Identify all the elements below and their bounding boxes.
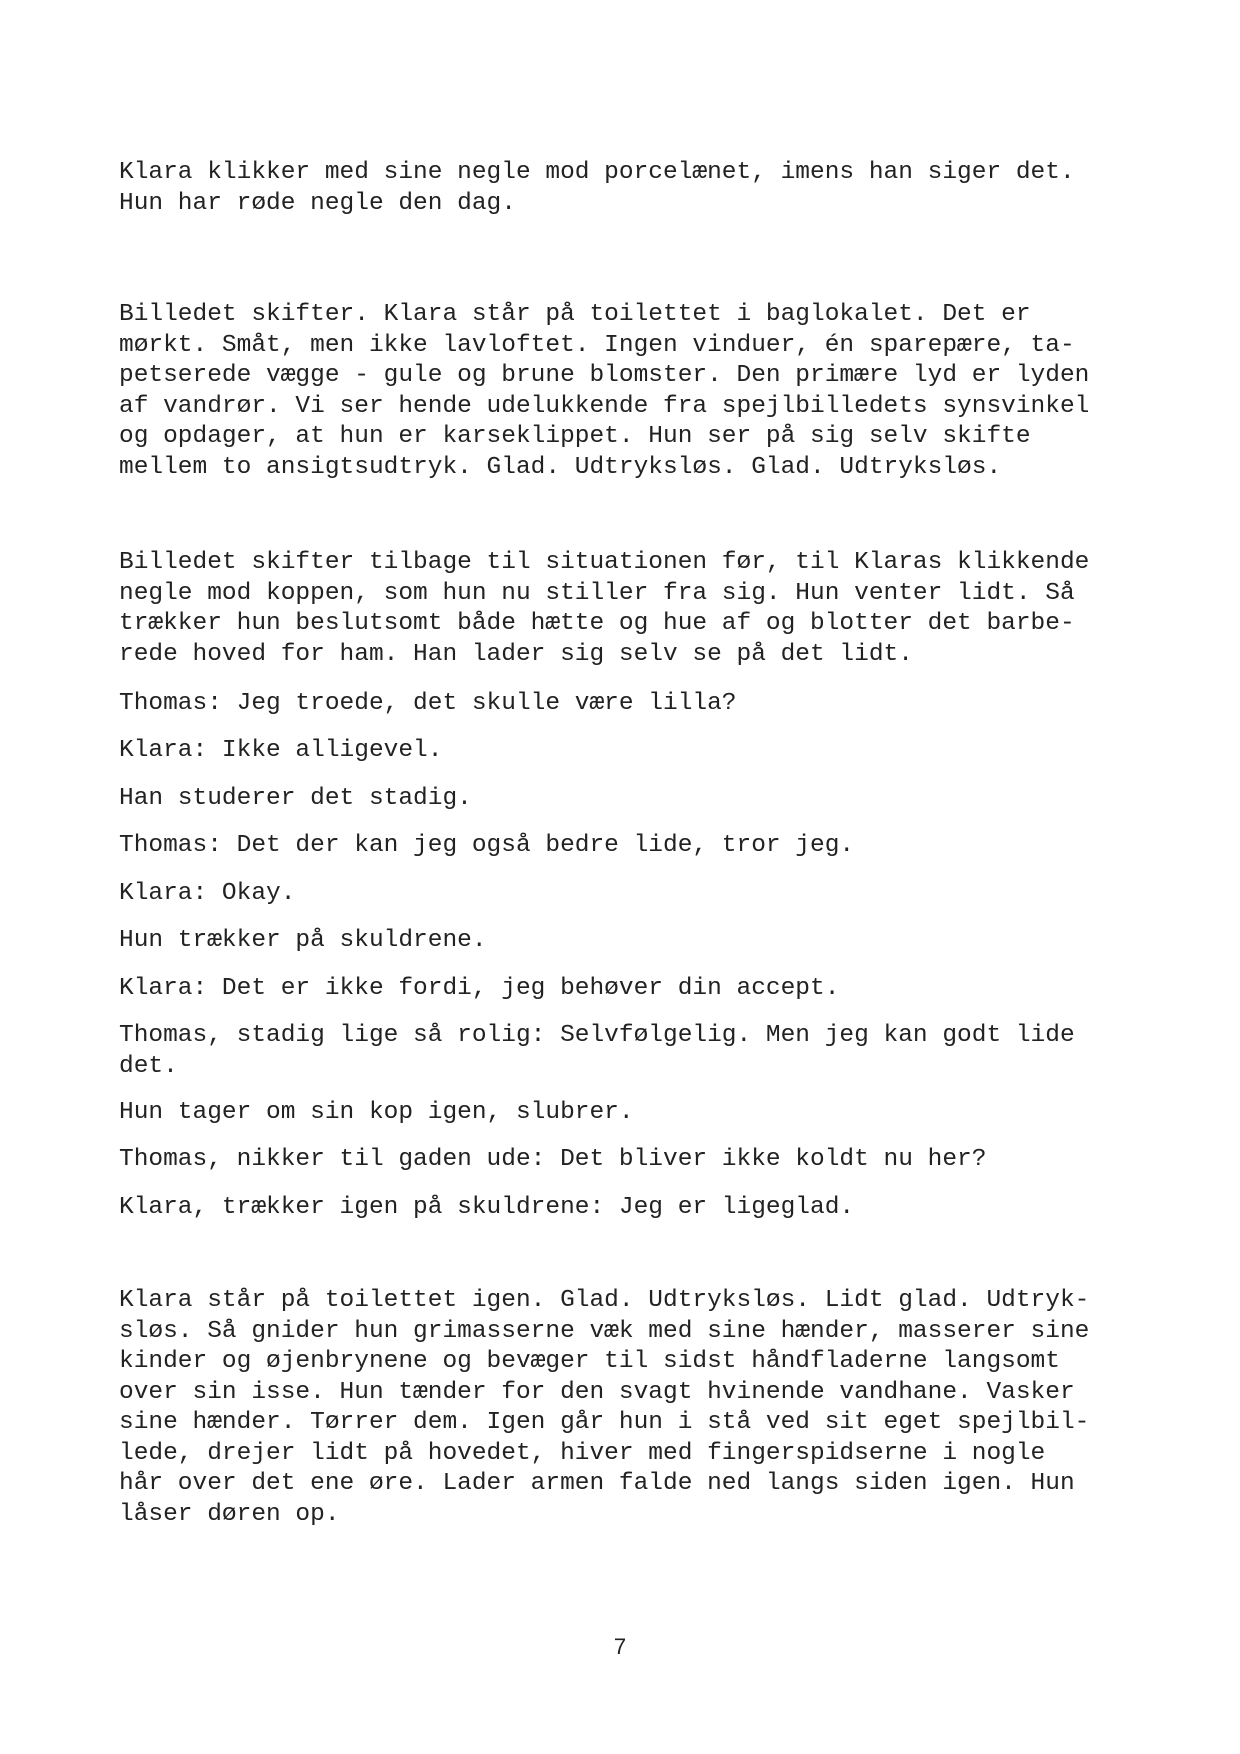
dialogue-line-8: Klara, trækker igen på skuldrene: Jeg er ligeglad. [119,1194,855,1221]
paragraph-2: Billedet skifter. Klara står på toilettet i baglokalet. Det er mørkt. Småt, men ikke lavloftet. Ingen vinduer, én sparepære, ta- petserede vægge - gule og brune blomster. Den primære lyd er lyden af vandrør. Vi ser hende udelukkende fra spejlbilledets synsvinkel og opdager, at hun er karseklippet. Hun ser på sig selv skifte mellem to ansigtsudtryk. Glad. Udtryksløs. Glad. Udtryksløs. [119,301,1090,481]
stage-direction-1: Han studerer det stadig. [119,785,472,812]
dialogue-line-1: Thomas: Jeg troede, det skulle være lilla? [119,690,737,717]
stage-direction-2: Hun trækker på skuldrene. [119,927,487,954]
dialogue-line-2: Klara: Ikke alligevel. [119,737,443,764]
page-number: 7 [613,1634,627,1659]
dialogue-line-6: Thomas, stadig lige så rolig: Selvfølgelig. Men jeg kan godt lide det. [119,1022,1075,1080]
dialogue-line-5: Klara: Det er ikke fordi, jeg behøver din accept. [119,975,840,1002]
paragraph-3: Billedet skifter tilbage til situationen før, til Klaras klikkende negle mod koppen, som hun nu stiller fra sig. Hun venter lidt. Så trækker hun beslutsomt både hætte og hue af og blotter det barbe- rede hoved for ham. Han lader sig selv se på det lidt. [119,549,1090,668]
stage-direction-3: Hun tager om sin kop igen, slubrer. [119,1099,634,1126]
paragraph-1: Klara klikker med sine negle mod porcelænet, imens han siger det. Hun har røde negle den dag. [119,159,1075,217]
paragraph-4: Klara står på toilettet igen. Glad. Udtryksløs. Lidt glad. Udtryk- sløs. Så gnider hun grimasserne væk med sine hænder, masserer sine kinder og øjenbrynene og bevæger til sidst håndfladerne langsomt over sin isse. Hun tænder for den svagt hvinende vandhane. Vasker sine hænder. Tørrer dem. Igen går hun i stå ved sit eget spejlbil- lede, drejer lidt på hovedet, hiver med fingerspidserne i nogle hår over det ene øre. Lader armen falde ned langs siden igen. Hun låser døren op. [119,1287,1090,1528]
dialogue-line-7: Thomas, nikker til gaden ude: Det bliver ikke koldt nu her? [119,1146,987,1173]
dialogue-line-4: Klara: Okay. [119,880,296,907]
dialogue-line-3: Thomas: Det der kan jeg også bedre lide, tror jeg. [119,832,855,859]
